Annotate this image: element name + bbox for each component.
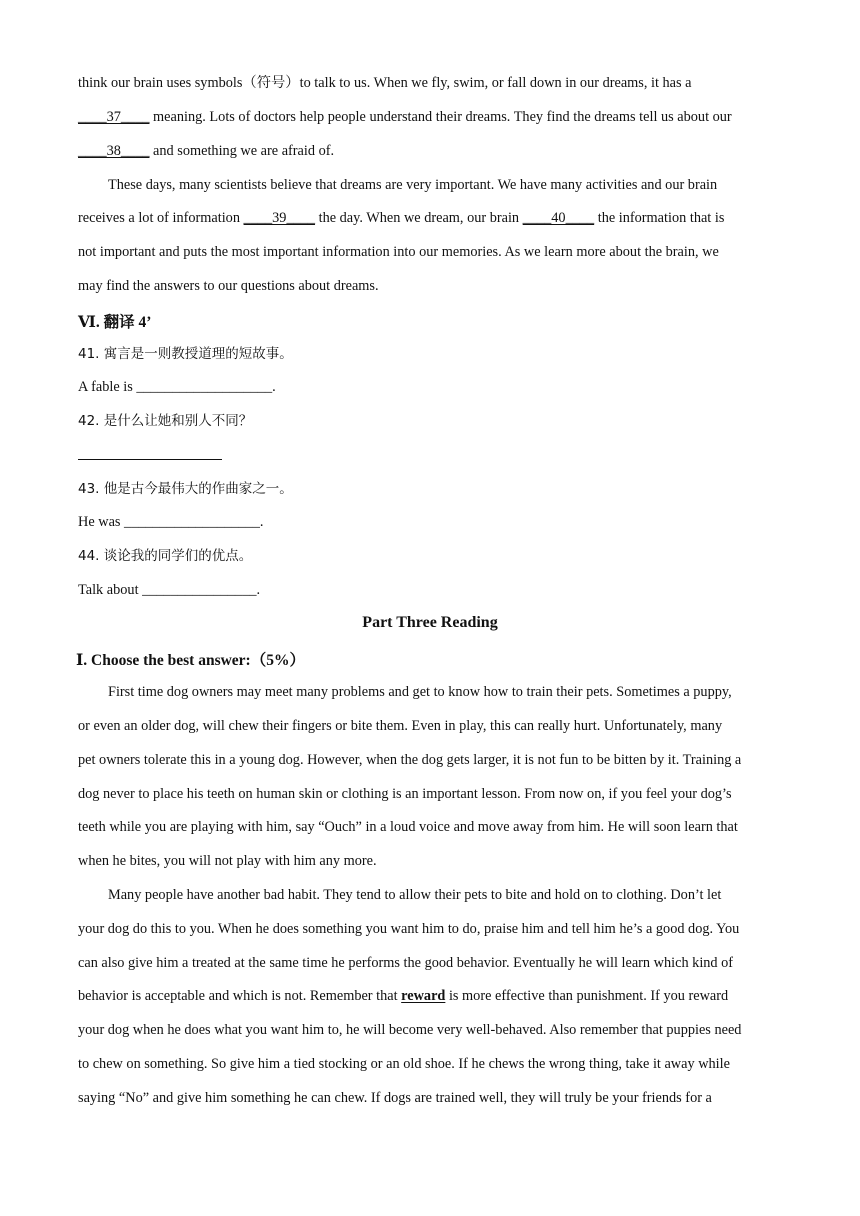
passage-line	[78, 107, 788, 127]
translation-heading: Ⅵ. 翻译 4’	[78, 314, 152, 331]
passage-text: receives a lot of information	[78, 210, 244, 226]
reading-line: Many people have another bad habit. They tend to allow their pets to bite and hold on to clothing. Don’t let	[108, 887, 722, 903]
reading-line: saying “No” and give him something he can chew. If dogs are trained well, they will truly be your friends for a	[78, 1090, 712, 1106]
question-43: 43. 他是古今最伟大的作曲家之一。	[78, 481, 293, 497]
reading-line: pet owners tolerate this in a young dog. However, when the dog gets larger, it is not fun to be bitten by it. Training a	[78, 752, 742, 768]
reading-line: your dog do this to you. When he does something you want him to do, praise him and tell him he’s a good dog. You	[78, 921, 740, 937]
passage-text: the day. When we dream, our brain	[315, 210, 523, 226]
reading-line: to chew on something. So give him a tied stocking or an old shoe. If he chews the wrong thing, take it away while	[78, 1056, 730, 1072]
blank-38: ____38____	[78, 143, 150, 159]
question-42: 42. 是什么让她和别人不同？	[78, 413, 253, 429]
question-44: 44. 谈论我的同学们的优点。	[78, 548, 253, 564]
passage-line	[78, 141, 788, 161]
reading-line: your dog when he does what you want him to, he will become very well-behaved. Also remember that puppies need	[78, 1022, 742, 1038]
reading-text: is more effective than punishment. If you reward	[445, 988, 729, 1004]
passage-line: not important and puts the most important information into our memories. As we learn more about the brain, we	[78, 244, 719, 260]
passage-text: and something we are afraid of.	[149, 143, 335, 159]
reading-line: teeth while you are playing with him, say “Ouch” in a loud voice and move away from him. He will soon learn that	[78, 819, 738, 835]
answer-42-blank	[78, 459, 222, 460]
passage-line: These days, many scientists believe that dreams are very important. We have many activities and our brain	[108, 177, 718, 193]
passage-line: think our brain uses symbols（符号）to talk to us. When we fly, swim, or fall down in our dreams, it has a	[78, 75, 692, 91]
question-41: 41. 寓言是一则教授道理的短故事。	[78, 346, 293, 362]
reading-text: behavior is acceptable and which is not. Remember that	[78, 988, 402, 1004]
section-heading: Ⅰ. Choose the best answer:（5%）	[76, 652, 305, 669]
answer-43: He was ___________________.	[78, 514, 264, 530]
reading-line: First time dog owners may meet many problems and get to know how to train their pets. Sometimes a puppy,	[108, 684, 732, 700]
reading-line: can also give him a treated at the same time he performs the good behavior. Eventually he will learn which kind of	[78, 955, 734, 971]
passage-line: may find the answers to our questions about dreams.	[78, 278, 379, 294]
blank-39: ____39____	[243, 210, 316, 226]
passage-text: the information that is	[594, 210, 725, 226]
blank-37: ____37____	[78, 109, 150, 125]
passage-line	[78, 208, 788, 228]
answer-44: Talk about ________________.	[78, 582, 261, 598]
answer-41: A fable is ___________________.	[78, 379, 276, 395]
reading-line: or even an older dog, will chew their fingers or bite them. Even in play, this can really hurt. Unfortunately, many	[78, 718, 723, 734]
blank-40: ____40____	[522, 210, 595, 226]
keyword-reward: reward	[401, 988, 446, 1004]
reading-line: dog never to place his teeth on human skin or clothing is an important lesson. From now on, if you feel your dog’s	[78, 786, 732, 802]
reading-line: when he bites, you will not play with him any more.	[78, 853, 377, 869]
reading-line	[78, 986, 788, 1006]
part-title: Part Three Reading	[362, 614, 498, 631]
passage-text: meaning. Lots of doctors help people understand their dreams. They find the dreams tell us about our	[149, 109, 732, 125]
